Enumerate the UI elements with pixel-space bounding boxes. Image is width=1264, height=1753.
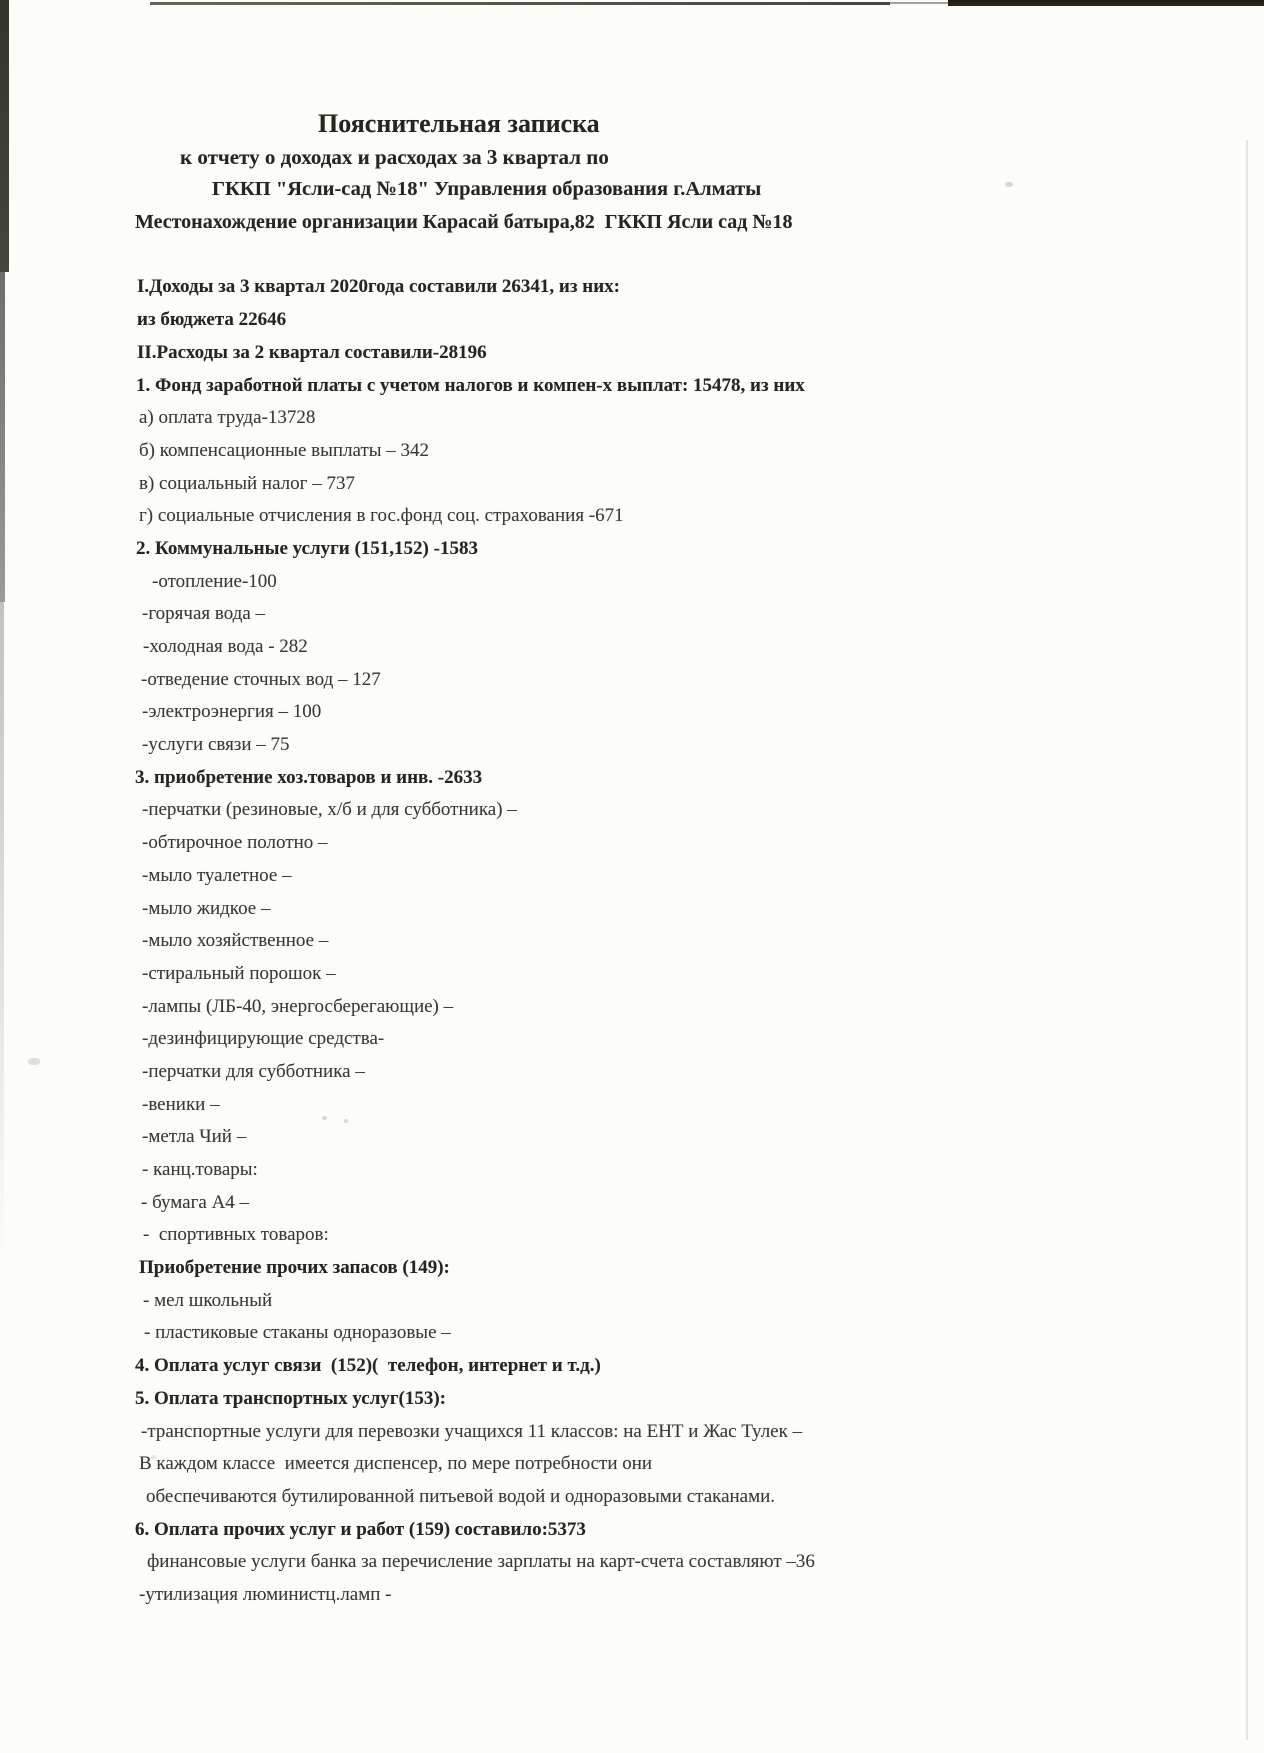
section-heading-line: 3. приобретение хоз.товаров и инв. -2633 [135, 766, 483, 788]
item-line: -мыло туалетное – [142, 864, 292, 886]
section-heading-line: 4. Оплата услуг связи (152)( телефон, интернет и т.д.) [135, 1355, 601, 1377]
item-line: -перчатки (резиновые, х/б и для субботника) – [142, 799, 517, 821]
item-line: - бумага А4 – [141, 1191, 250, 1213]
item-line: -лампы (ЛБ-40, энергосберегающие) – [142, 995, 454, 1017]
document-subtitle: к отчету о доходах и расходах за 3 квартал по [180, 144, 609, 169]
item-line: -мыло хозяйственное – [142, 930, 329, 952]
section-heading-line: I.Доходы за 3 квартал 2020года составили 26341, из них: [137, 276, 620, 298]
item-line: -отопление-100 [152, 570, 277, 592]
item-line: -холодная вода - 282 [143, 636, 308, 657]
item-line: В каждом классе имеется диспенсер, по мере потребности они [139, 1453, 653, 1475]
blank-line [0, 239, 1264, 272]
item-line: - спортивных товаров: [143, 1224, 329, 1246]
section-heading-line: Приобретение прочих запасов (149): [139, 1257, 450, 1279]
item-line: - мел школьный [143, 1289, 273, 1311]
item-line: -услуги связи – 75 [142, 734, 290, 756]
item-line: -метла Чий – [142, 1126, 247, 1148]
item-line: финансовые услуги банка за перечисление зарплаты на карт-счета составляют –36 [147, 1551, 815, 1573]
scan-edge-top-gap [890, 2, 950, 4]
section-heading-line: 2. Коммунальные услуги (151,152) -1583 [136, 537, 478, 559]
scan-edge-top-thin [150, 2, 890, 5]
scan-edge-top-dark [948, 0, 1264, 6]
document-title: Пояснительная записка [318, 109, 600, 138]
item-line: а) оплата труда-13728 [139, 407, 316, 429]
item-line: в) социальный налог – 737 [139, 472, 355, 494]
item-line: -отведение сточных вод – 127 [141, 668, 381, 690]
item-line: -электроэнергия – 100 [142, 701, 322, 723]
document-content [0, 108, 1264, 1612]
document-subtitle: Местонахождение организации Карасай батыра,82 ГККП Ясли сад №18 [135, 211, 793, 234]
section-heading-line: 1. Фонд заработной платы с учетом налогов и компен-х выплат: 15478, из них [136, 374, 805, 396]
item-line: -перчатки для субботника – [142, 1060, 365, 1082]
item-line: -мыло жидкое – [142, 897, 271, 919]
section-heading-line: 6. Оплата прочих услуг и работ (159) составило:5373 [135, 1518, 586, 1540]
item-line: -обтирочное полотно – [142, 832, 328, 854]
item-line: - пластиковые стаканы одноразовые – [144, 1322, 451, 1344]
section-heading-line: 5. Оплата транспортных услуг(153): [135, 1387, 446, 1409]
item-line: -горячая вода – [142, 603, 266, 625]
section-heading-line: из бюджета 22646 [137, 309, 287, 331]
item-line: г) социальные отчисления в гос.фонд соц. страхования -671 [139, 505, 624, 527]
section-heading-line: II.Расходы за 2 квартал составили-28196 [137, 341, 487, 363]
item-line: -стиральный порошок – [142, 962, 336, 984]
item-line: б) компенсационные выплаты – 342 [139, 439, 430, 461]
item-line: -утилизация люминистц.ламп - [139, 1583, 392, 1605]
item-line: обеспечиваются бутилированной питьевой водой и одноразовыми стаканами. [146, 1485, 776, 1507]
document-subtitle: ГККП "Ясли-сад №18" Управления образования г.Алматы [212, 178, 762, 201]
item-line: -дезинфицирующие средства- [142, 1028, 385, 1050]
item-line: -веники – [142, 1093, 220, 1115]
item-line: - канц.товары: [142, 1159, 258, 1180]
item-line: -транспортные услуги для перевозки учащихся 11 классов: на ЕНТ и Жас Тулек – [141, 1420, 803, 1442]
